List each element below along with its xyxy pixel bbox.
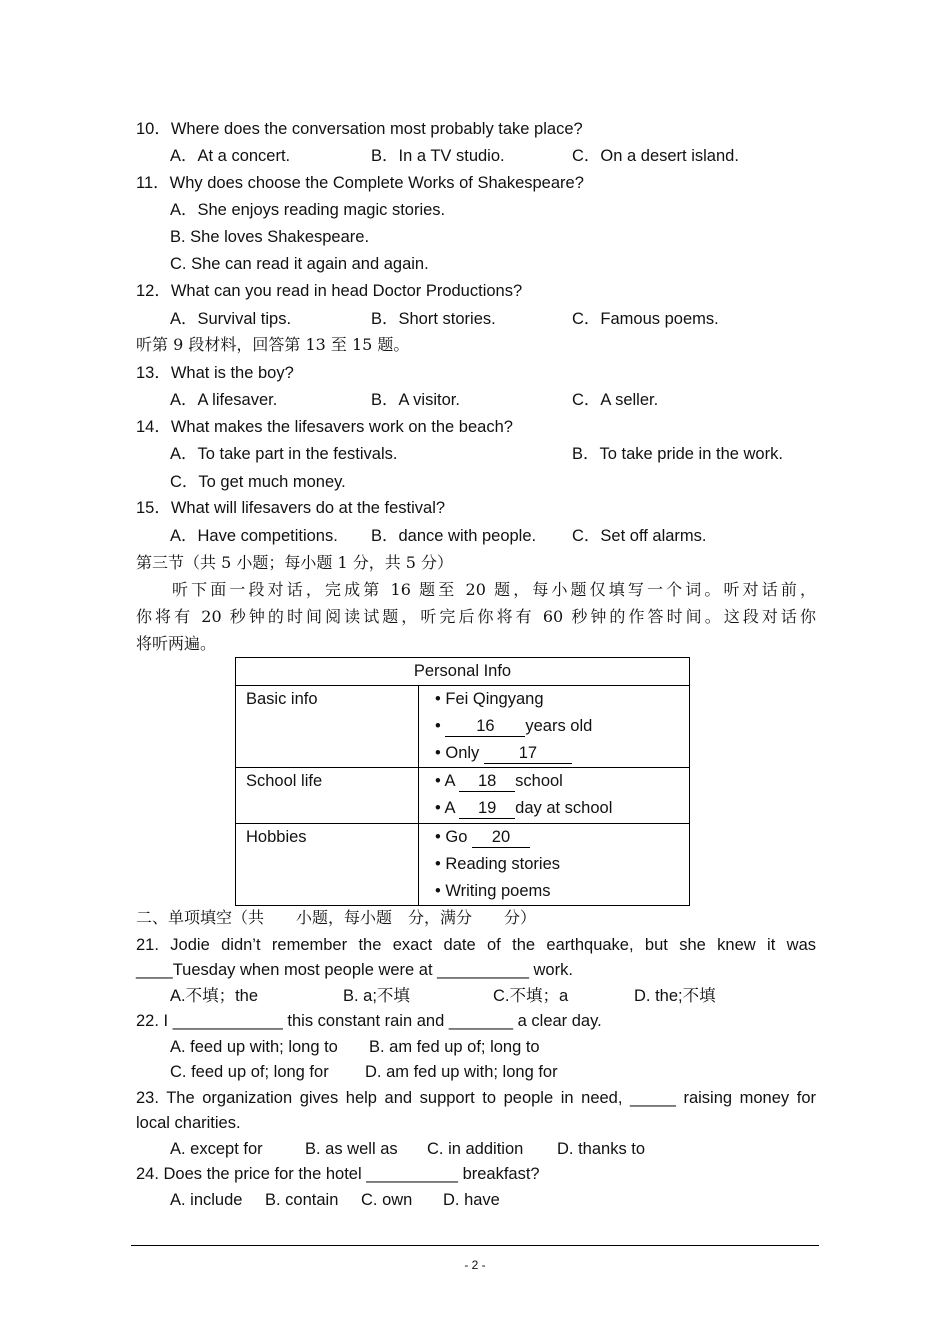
list-item: • Only 17 xyxy=(419,740,689,767)
option: D. am fed up with; long for xyxy=(365,1063,558,1081)
page-number: - 2 - xyxy=(464,1258,486,1272)
question-stem: 10．Where does the conversation most probably take place? xyxy=(136,120,583,138)
list-item: • 16 years old xyxy=(435,717,593,735)
option: C. own xyxy=(361,1191,413,1209)
answer-blank[interactable]: 20 xyxy=(472,827,530,848)
table-row xyxy=(236,686,690,768)
answer-blank[interactable]: 19 xyxy=(459,798,515,819)
option: A．She enjoys reading magic stories. xyxy=(170,201,446,219)
option: A.不填；the xyxy=(170,987,259,1005)
list-item: • A 18 school xyxy=(435,772,563,790)
question-stem: 13．What is the boy? xyxy=(136,364,294,382)
question-stem: 21. Jodie didn’t remember the exact date of the earthquake, but she knew it was xyxy=(136,936,816,954)
option: B．dance with people. xyxy=(371,527,537,545)
answer-blank[interactable]: 18 xyxy=(459,771,515,792)
list-item: • Reading stories xyxy=(435,855,561,873)
row-label: School life xyxy=(236,768,419,824)
table-row xyxy=(236,768,690,824)
option: C．Famous poems. xyxy=(572,310,719,328)
option: A．A lifesaver. xyxy=(170,391,278,409)
option: B. am fed up of; long to xyxy=(369,1038,540,1056)
option: A．Survival tips. xyxy=(170,310,292,328)
option: C. feed up of; long for xyxy=(170,1063,329,1081)
option: C．Set off alarms. xyxy=(572,527,707,545)
paragraph-line: 听下面一段对话，完成第 16 题至 20 题，每小题仅填写一个词。听对话前， xyxy=(172,580,816,599)
option: B. She loves Shakespeare. xyxy=(170,228,370,246)
question-stem: 11．Why does choose the Complete Works of Shakespeare? xyxy=(136,174,584,192)
option: D. the;不填 xyxy=(634,987,716,1005)
row-label: Basic info xyxy=(236,686,419,768)
option: B．To take pride in the work. xyxy=(572,445,783,463)
option: A. include xyxy=(170,1191,243,1209)
option: C．On a desert island. xyxy=(572,147,739,165)
question-stem: 15．What will lifesavers do at the festival? xyxy=(136,499,446,517)
table-header: Personal Info xyxy=(236,658,690,686)
option: A．To take part in the festivals. xyxy=(170,445,398,463)
list-item: • Go 20 xyxy=(419,824,689,851)
option: A. feed up with; long to xyxy=(170,1038,338,1056)
table-row xyxy=(236,824,690,906)
list-item: • A 19 day at school xyxy=(435,799,613,817)
option: D. thanks to xyxy=(557,1140,646,1158)
answer-blank[interactable]: 17 xyxy=(484,743,572,764)
option: C. in addition xyxy=(427,1140,524,1158)
option: C．A seller. xyxy=(572,391,659,409)
question-stem: 12．What can you read in head Doctor Productions? xyxy=(136,282,523,300)
question-stem: 23. The organization gives help and support to people in need, _____ raising money for xyxy=(136,1089,816,1107)
footer-divider xyxy=(131,1245,819,1246)
question-stem: 22. I ____________ this constant rain and _______ a clear day. xyxy=(136,1012,602,1030)
option: A．Have competitions. xyxy=(170,527,338,545)
option: A. except for xyxy=(170,1140,263,1158)
option: C．To get much money. xyxy=(170,473,346,491)
question-stem: ____Tuesday when most people were at __________ work. xyxy=(136,961,573,979)
option: B. contain xyxy=(265,1191,339,1209)
question-stem: local charities. xyxy=(136,1114,241,1132)
option: B. as well as xyxy=(305,1140,398,1158)
option: B．In a TV studio. xyxy=(371,147,505,165)
instruction-text: 听第 9 段材料，回答第 13 至 15 题。 xyxy=(136,335,410,354)
section-title: 第三节（共 5 小题；每小题 1 分，共 5 分） xyxy=(136,553,454,572)
option: C. She can read it again and again. xyxy=(170,255,429,273)
part-title: 二、单项填空（共 小题，每小题 分，满分 分） xyxy=(136,908,537,927)
list-item: • Writing poems xyxy=(435,882,551,900)
personal-info-table xyxy=(235,657,690,906)
paragraph-line: 你将有 20 秒钟的时间阅读试题，听完后你将有 60 秒钟的作答时间。这段对话你 xyxy=(136,607,816,626)
option: B. a;不填 xyxy=(343,987,410,1005)
question-stem: 24. Does the price for the hotel __________ breakfast? xyxy=(136,1165,540,1183)
row-label: Hobbies xyxy=(236,824,419,906)
option: B．A visitor. xyxy=(371,391,460,409)
answer-blank[interactable]: 16 xyxy=(445,716,525,737)
question-stem: 14．What makes the lifesavers work on the beach? xyxy=(136,418,513,436)
option: C.不填；a xyxy=(493,987,569,1005)
option: B．Short stories. xyxy=(371,310,496,328)
paragraph-line: 将听两遍。 xyxy=(136,634,217,653)
option: A．At a concert. xyxy=(170,147,291,165)
list-item: • Fei Qingyang xyxy=(435,690,544,708)
option: D. have xyxy=(443,1191,500,1209)
